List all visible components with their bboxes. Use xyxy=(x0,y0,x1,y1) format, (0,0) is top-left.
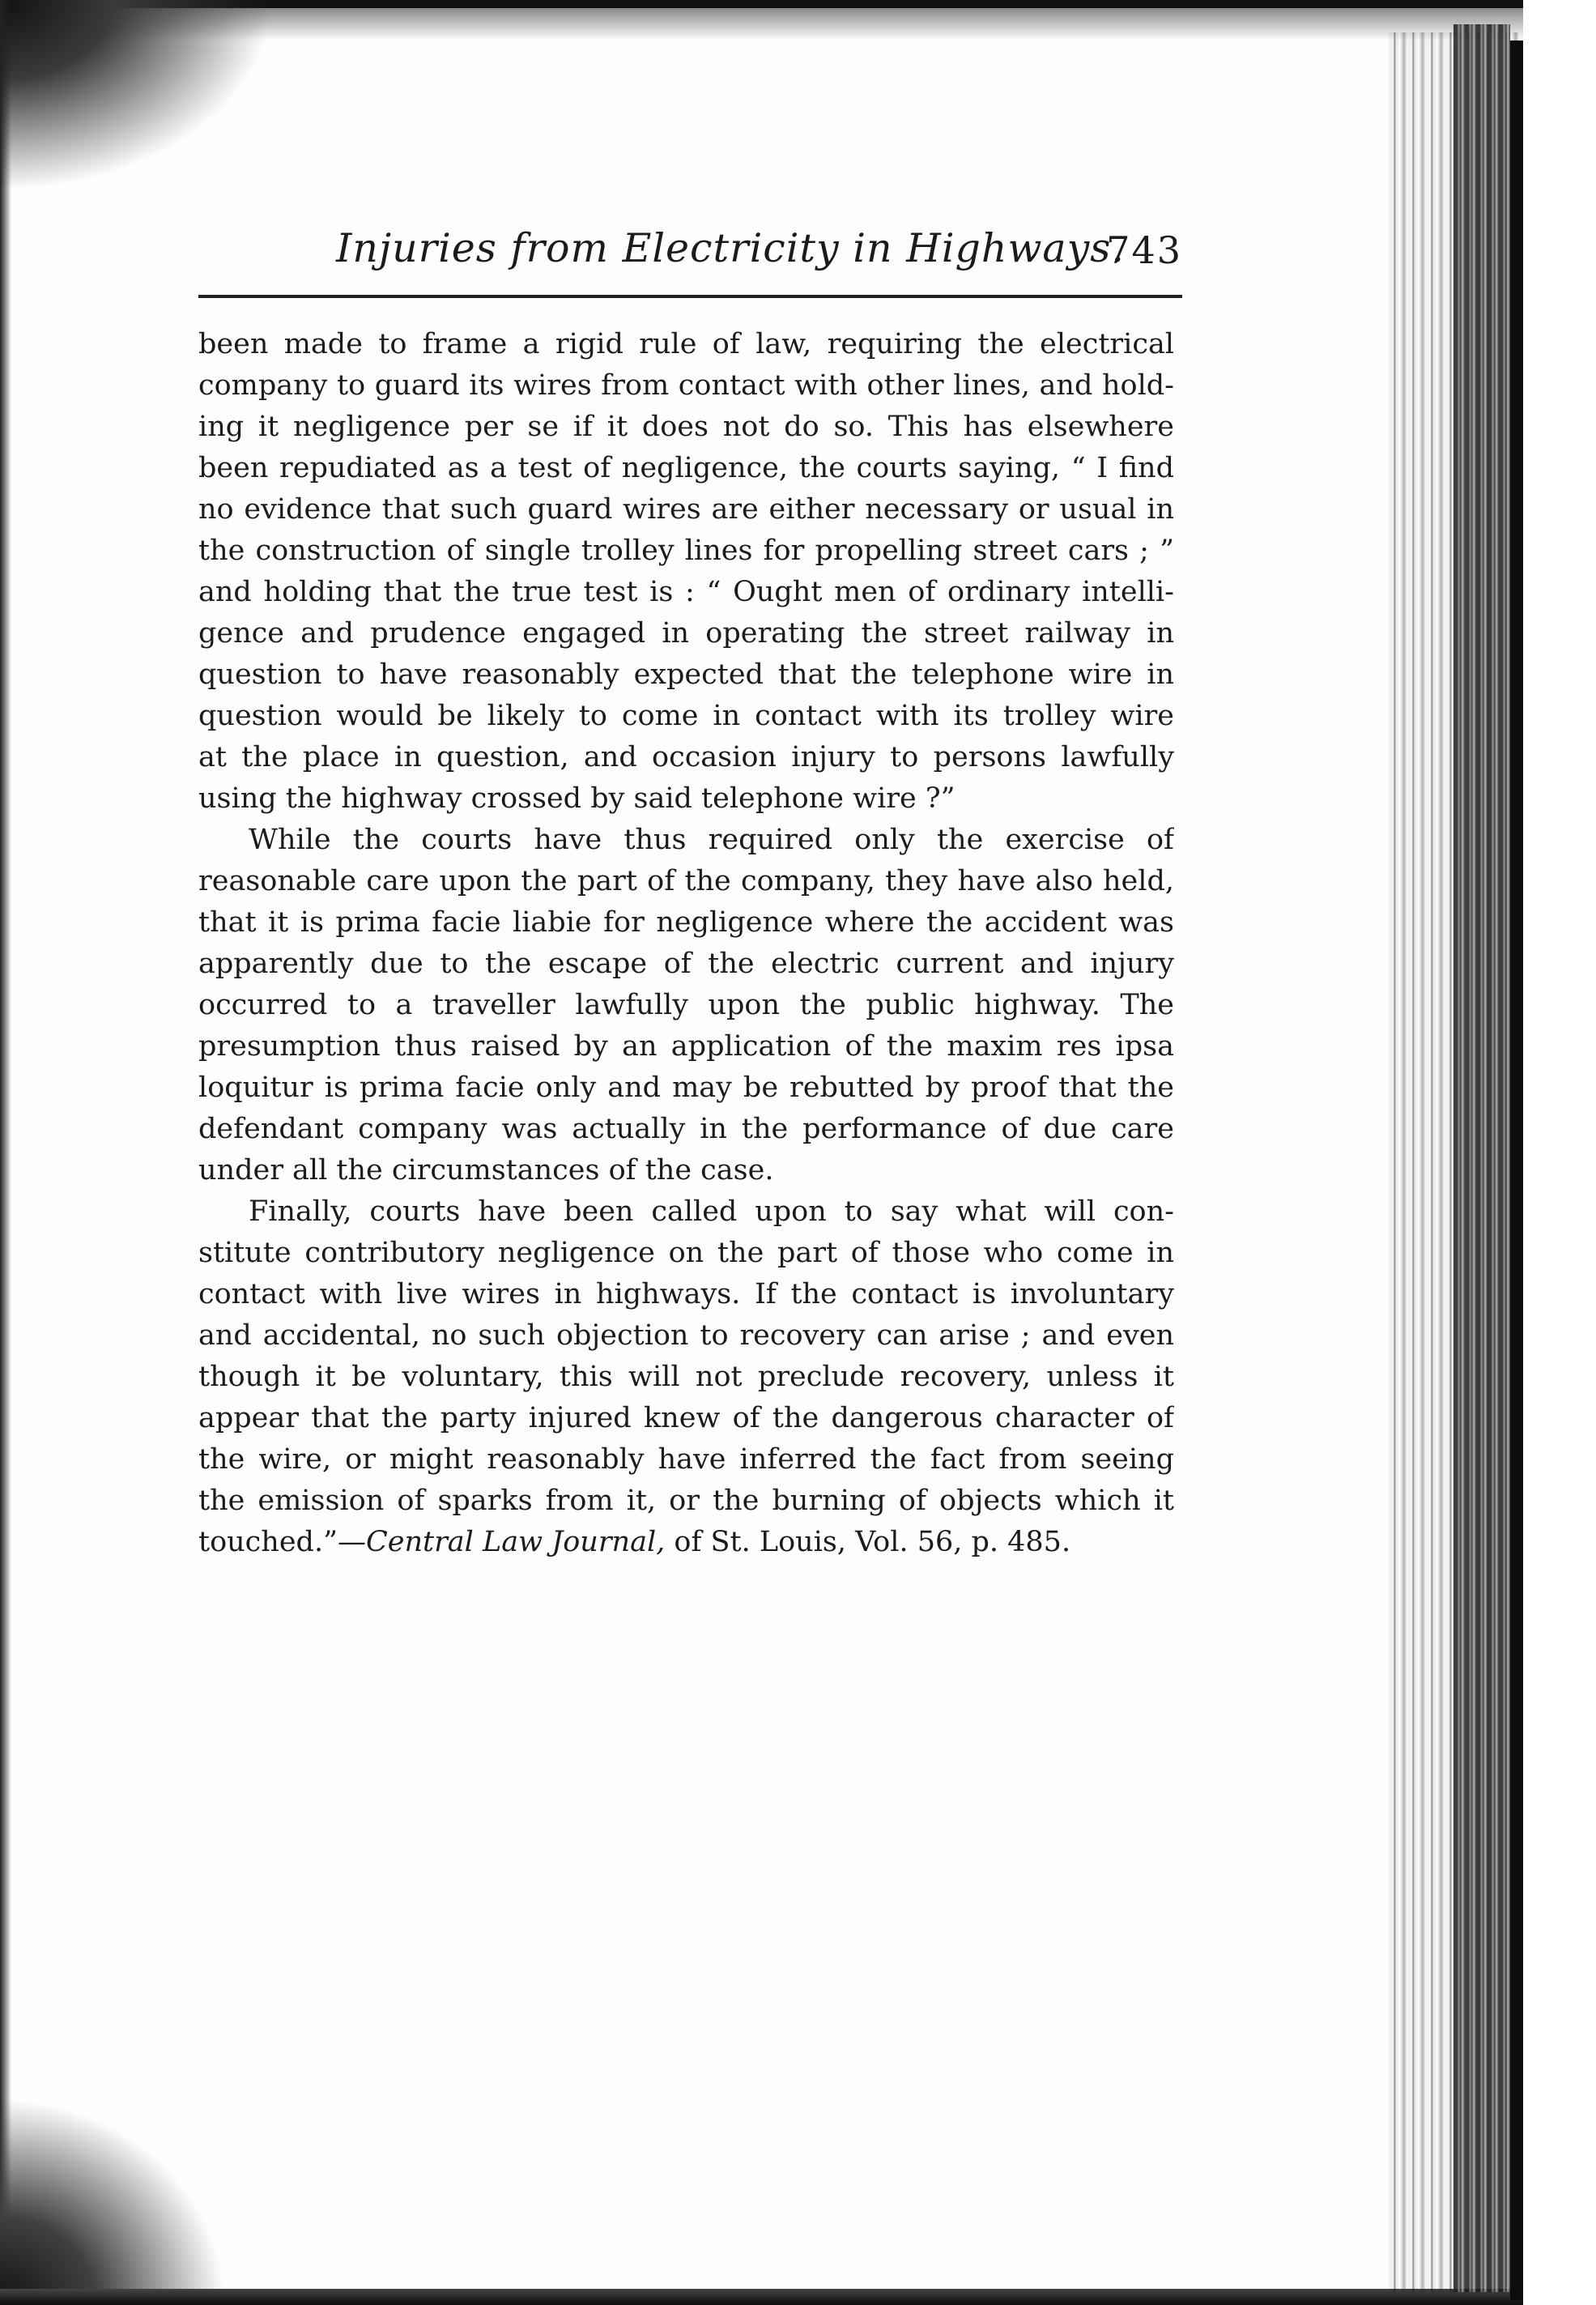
text-line: question would be likely to come in contact with its trolley wire xyxy=(198,700,1174,732)
text-line: defendant company was actually in the performance of due care xyxy=(198,1113,1174,1145)
page-number: 743 xyxy=(1106,228,1182,272)
text-line: company to guard its wires from contact with other lines, and hold- xyxy=(198,369,1174,402)
text-line: no evidence that such guard wires are either necessary or usual in xyxy=(198,493,1174,526)
text-line: appear that the party injured knew of the dangerous character of xyxy=(198,1402,1174,1434)
text-line: at the place in question, and occasion injury to persons lawfully xyxy=(198,741,1174,773)
paragraph xyxy=(198,324,1174,820)
text-line: presumption thus raised by an application of the maxim res ipsa xyxy=(198,1030,1174,1063)
scan-corner-shadow-top-left xyxy=(0,0,267,186)
scan-corner-shadow-bottom-left xyxy=(0,2098,227,2305)
text-line: and holding that the true test is : “ Ought men of ordinary intelli- xyxy=(198,576,1174,608)
text-line: While the courts have thus required only the exercise of xyxy=(249,824,1174,856)
text-line: been repudiated as a test of negligence, the courts saying, “ I find xyxy=(198,452,1174,484)
text-line: that it is prima facie liabie for negligence where the accident was xyxy=(198,906,1174,939)
scan-right-margin xyxy=(1523,0,1596,2305)
page-header xyxy=(198,225,1182,282)
text-line: gence and prudence engaged in operating the street railway in xyxy=(198,617,1174,650)
header-rule xyxy=(198,295,1182,298)
text-line: apparently due to the escape of the electric current and injury xyxy=(198,948,1174,980)
scan-right-edge xyxy=(1510,40,1523,2300)
text-line: ing it negligence per se if it does not do so. This has elsewhere xyxy=(198,411,1174,443)
text-line: under all the circumstances of the case. xyxy=(198,1154,774,1187)
text-line: Finally, courts have been called upon to say what will con- xyxy=(249,1195,1174,1228)
text-line: occurred to a traveller lawfully upon the public highway. The xyxy=(198,989,1174,1021)
text-line: though it be voluntary, this will not preclude recovery, unless it xyxy=(198,1361,1174,1393)
citation-prefix: touched.”— xyxy=(198,1526,366,1558)
text-line: using the highway crossed by said telephone wire ?” xyxy=(198,782,955,815)
running-title: Injuries from Electricity in Highways. xyxy=(336,225,1126,271)
text-line: loquitur is prima facie only and may be rebutted by proof that the xyxy=(198,1072,1174,1104)
text-line: and accidental, no such objection to recovery can arise ; and even xyxy=(198,1319,1174,1352)
binding-gutter-dark xyxy=(1453,24,1510,2292)
text-line: the wire, or might reasonably have inferred the fact from seeing xyxy=(198,1443,1174,1476)
text-line: stitute contributory negligence on the part of those who come in xyxy=(198,1237,1174,1269)
text-line: reasonable care upon the part of the company, they have also held, xyxy=(198,865,1174,897)
text-line: contact with live wires in highways. If the contact is involuntary xyxy=(198,1278,1174,1310)
text-line: the construction of single trolley lines for propelling street cars ; ” xyxy=(198,535,1174,567)
citation-journal: Central Law Journal, xyxy=(365,1526,666,1558)
text-line: been made to frame a rigid rule of law, requiring the electrical xyxy=(198,328,1174,360)
citation-line xyxy=(198,1522,1174,1563)
text-line: the emission of sparks from it, or the burning of objects which it xyxy=(198,1485,1174,1517)
paragraph xyxy=(198,1191,1174,1563)
scan-left-edge xyxy=(0,0,11,2305)
body-text xyxy=(198,324,1174,1563)
citation-suffix: of St. Louis, Vol. 56, p. 485. xyxy=(665,1526,1071,1558)
paragraph xyxy=(198,820,1174,1191)
scan-bottom-edge xyxy=(0,2289,1539,2305)
text-line: question to have reasonably expected that the telephone wire in xyxy=(198,658,1174,691)
